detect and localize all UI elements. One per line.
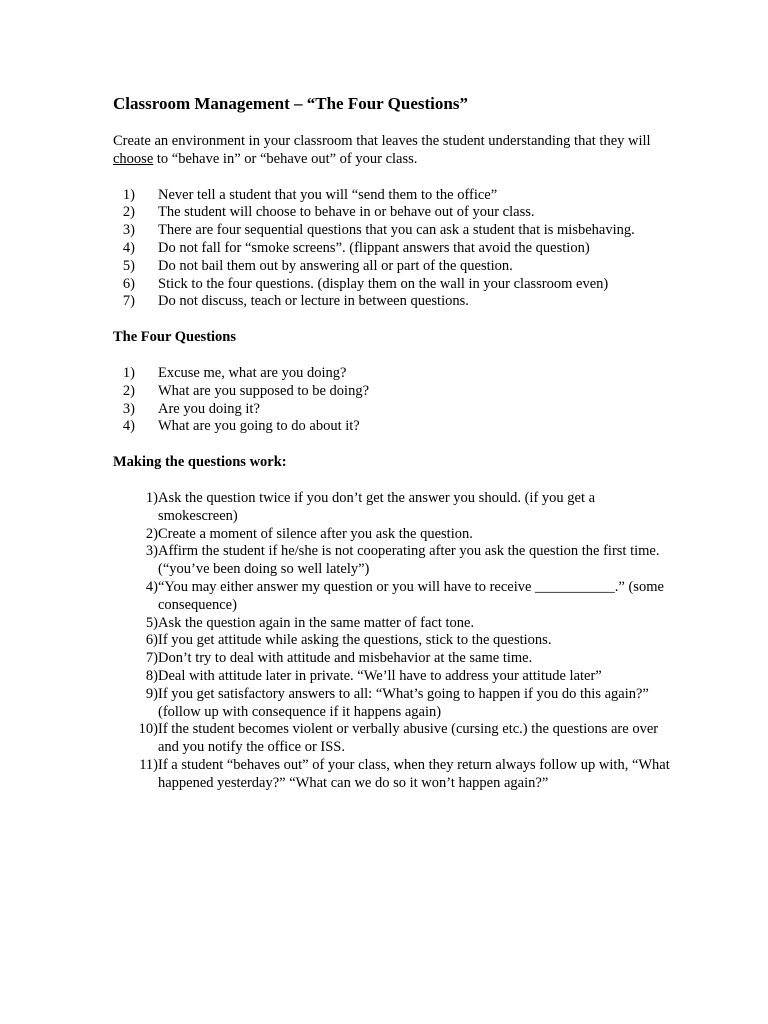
list-item <box>113 204 673 222</box>
item-text: The student will choose to behave in or behave out of your class. <box>158 204 535 221</box>
making-questions-work-heading: Making the questions work: <box>113 454 287 471</box>
item-number: 11) <box>139 756 158 773</box>
item-text: Excuse me, what are you doing? <box>158 364 347 381</box>
intro-paragraph <box>113 133 673 169</box>
item-text: Deal with attitude later in private. “We’ll have to address your attitude later” <box>158 667 602 684</box>
item-text: Create a moment of silence after you ask the question. <box>158 525 473 542</box>
intro-underlined-word: choose <box>113 150 154 167</box>
item-number: 2) <box>145 525 158 542</box>
item-number: 5) <box>145 614 158 631</box>
item-number: 4) <box>145 578 158 595</box>
four-questions-list <box>113 365 673 436</box>
list-item <box>113 490 673 526</box>
list-item <box>113 293 673 311</box>
four-questions-heading: The Four Questions <box>113 329 237 346</box>
item-number: 1) <box>122 364 135 381</box>
intro-text-before: Create an environment in your classroom that leaves the student understanding that they will <box>113 133 651 149</box>
list-item <box>113 757 673 793</box>
list-item <box>113 632 673 650</box>
item-text: If the student becomes violent or verbally abusive (cursing etc.) the questions are over and you notify the office or ISS. <box>158 721 659 756</box>
item-text: Affirm the student if he/she is not cooperating after you ask the question the first time. (“you’ve been doing so well lately”) <box>158 543 660 578</box>
list-item <box>113 686 673 722</box>
list-item <box>113 526 673 544</box>
item-text: If a student “behaves out” of your class, when they return always follow up with, “What happened yesterday?” “What can we do so it won’t happen again?” <box>158 756 670 791</box>
item-number: 1) <box>145 489 158 506</box>
item-text: If you get attitude while asking the questions, stick to the questions. <box>158 632 552 649</box>
item-text: If you get satisfactory answers to all: “What’s going to happen if you do this again?” (follow up with consequence if it happens again) <box>158 685 649 720</box>
list-item <box>113 418 673 436</box>
item-number: 7) <box>145 650 158 667</box>
item-number: 5) <box>122 257 135 274</box>
list-item <box>113 579 673 615</box>
item-text: Ask the question again in the same matter of fact tone. <box>158 614 475 631</box>
list-item <box>113 721 673 757</box>
item-number: 10) <box>138 721 158 738</box>
item-text: Stick to the four questions. (display them on the wall in your classroom even) <box>158 275 609 292</box>
item-text: Are you doing it? <box>158 400 260 417</box>
item-text: Ask the question twice if you don’t get the answer you should. (if you get a smokescreen) <box>158 489 596 524</box>
making-questions-work-list <box>113 490 673 793</box>
list-item <box>113 543 673 579</box>
list-item <box>113 222 673 240</box>
list-item <box>113 650 673 668</box>
list-item <box>113 401 673 419</box>
item-text: Do not discuss, teach or lecture in between questions. <box>158 293 469 310</box>
rules-list <box>113 187 673 312</box>
item-number: 3) <box>122 222 135 239</box>
item-text: Do not fall for “smoke screens”. (flippant answers that avoid the question) <box>158 239 590 256</box>
item-number: 4) <box>122 418 135 435</box>
list-item <box>113 240 673 258</box>
item-text: There are four sequential questions that you can ask a student that is misbehaving. <box>158 222 635 239</box>
list-item <box>113 276 673 294</box>
list-item <box>113 668 673 686</box>
item-text: What are you supposed to be doing? <box>158 382 370 399</box>
item-text: Never tell a student that you will “send them to the office” <box>158 186 498 203</box>
item-number: 9) <box>145 685 158 702</box>
item-number: 3) <box>122 400 135 417</box>
item-number: 6) <box>145 632 158 649</box>
item-number: 1) <box>122 186 135 203</box>
item-text: Don’t try to deal with attitude and misbehavior at the same time. <box>158 650 533 667</box>
item-number: 2) <box>122 204 135 221</box>
item-number: 7) <box>122 293 135 310</box>
item-number: 6) <box>122 275 135 292</box>
item-number: 8) <box>145 667 158 684</box>
list-item <box>113 258 673 276</box>
item-text: Do not bail them out by answering all or part of the question. <box>158 257 513 274</box>
document-page <box>113 94 673 811</box>
item-number: 4) <box>122 239 135 256</box>
list-item <box>113 615 673 633</box>
intro-text-after: to “behave in” or “behave out” of your class. <box>153 150 418 167</box>
item-text: What are you going to do about it? <box>158 418 360 435</box>
item-text: “You may either answer my question or you will have to receive ___________.” (some consequence) <box>158 578 664 613</box>
list-item <box>113 383 673 401</box>
document-title: Classroom Management – “The Four Questions” <box>113 94 468 113</box>
list-item <box>113 365 673 383</box>
item-number: 3) <box>145 543 158 560</box>
item-number: 2) <box>122 382 135 399</box>
list-item <box>113 187 673 205</box>
